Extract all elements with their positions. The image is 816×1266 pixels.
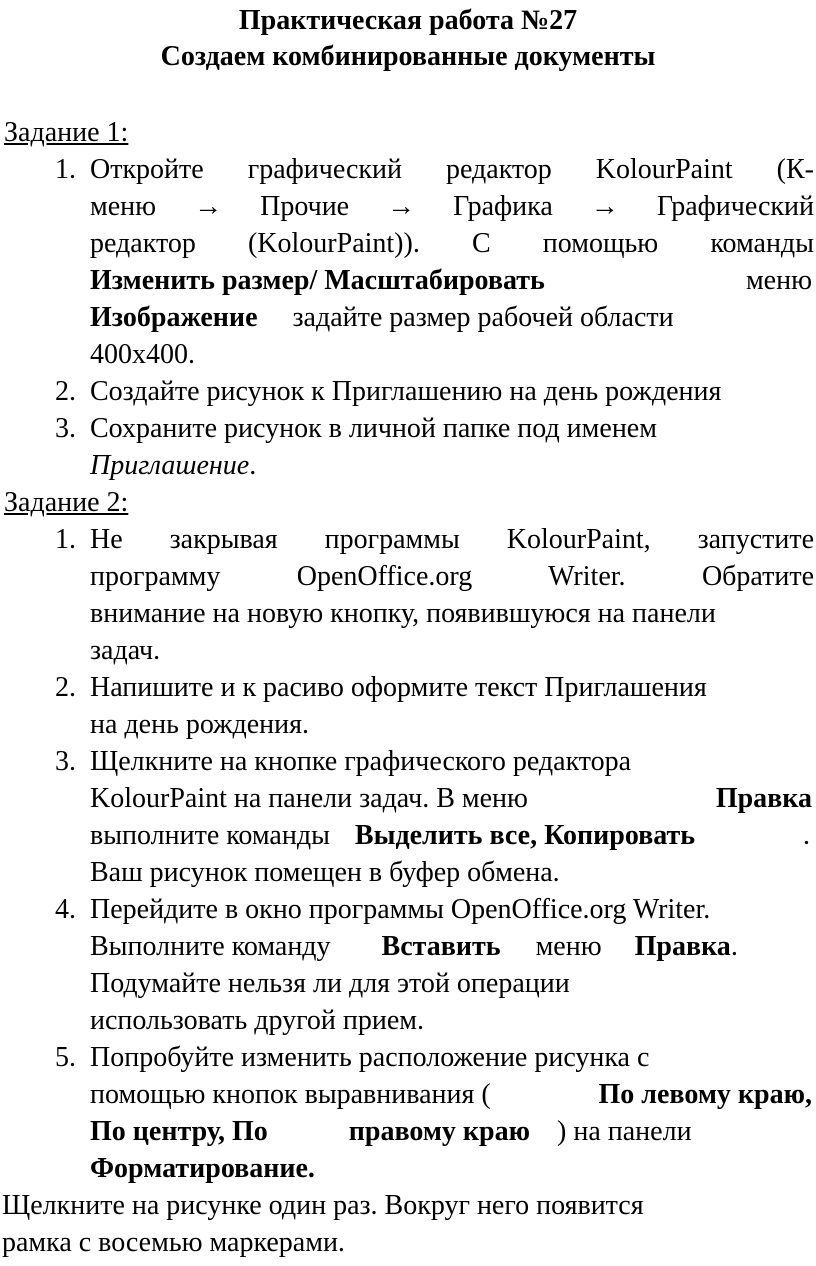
- task2-item3-line4: Ваш рисунок помещен в буфер обмена.: [90, 857, 560, 888]
- task2-item4-line1: Перейдите в окно программы OpenOffice.org Writer.: [90, 894, 711, 925]
- task2-item2-line2: на день рождения.: [90, 709, 310, 740]
- task2-item1-line1: Не закрывая программы KolourPaint, запустите: [90, 524, 814, 555]
- command-paste: Вставить: [381, 931, 501, 962]
- align-center-label: По центру, По: [90, 1116, 268, 1147]
- footer-line2: рамка с восемью маркерами.: [2, 1227, 345, 1258]
- task2-item3-line3: выполните команды Выделить все, Копировать .: [90, 820, 810, 851]
- task2-item5-line2: помощью кнопок выравнивания ( По левому краю,: [90, 1077, 814, 1113]
- task2-item5-number: 5.: [55, 1042, 76, 1073]
- task2-item2-number: 2.: [55, 672, 76, 703]
- task2-item5-line1: Попробуйте изменить расположение рисунка с: [90, 1042, 650, 1073]
- task1-item1-line1: Откройте графический редактор KolourPaint (К-: [90, 154, 814, 185]
- menu-image: Изображение: [90, 302, 258, 333]
- formatting-panel-label: Форматирование.: [90, 1153, 315, 1184]
- task1-item3-number: 3.: [55, 413, 76, 444]
- task2-item3-line2: KolourPaint на панели задач. В меню Правка: [90, 781, 814, 817]
- task1-item1-line4: [90, 263, 814, 299]
- task2-item4-line2: Выполните команду Вставить меню Правка.: [90, 931, 738, 962]
- task1-item3-line1: Сохраните рисунок в личной папке под именем: [90, 413, 657, 444]
- menu-edit: Правка: [715, 783, 812, 814]
- align-right-label: правому краю: [348, 1116, 531, 1147]
- task1-item2-number: 2.: [55, 376, 76, 407]
- task2-item1-line3: внимание на новую кнопку, появившуюся на панели: [90, 598, 716, 629]
- task2-item5-line4: [90, 1151, 814, 1187]
- task2-heading: Задание 2:: [4, 487, 129, 518]
- filename-italic: Приглашение: [90, 450, 250, 481]
- task2-item1-line4: задач.: [90, 635, 161, 666]
- footer-line1: Щелкните на рисунке один раз. Вокруг него появится: [2, 1190, 644, 1221]
- page-title: Практическая работа №27: [238, 5, 578, 36]
- task1-item1-number: 1.: [55, 154, 76, 185]
- task2-item4-line3: Подумайте нельзя ли для этой операции: [90, 968, 570, 999]
- command-select-copy: Выделить все, Копировать: [354, 820, 696, 851]
- task1-item1-line6: 400х400.: [90, 339, 195, 370]
- task2-item2-line1: Напишите и к расиво оформите текст Приглашения: [90, 672, 707, 703]
- menu-edit-2: Правка: [634, 931, 731, 962]
- task1-item1-line2: меню → Прочие → Графика → Графический: [90, 191, 814, 222]
- task2-item4-line4: использовать другой прием.: [90, 1005, 424, 1036]
- task2-item3-number: 3.: [55, 746, 76, 777]
- task2-item4-number: 4.: [55, 894, 76, 925]
- task2-item3-line1: Щелкните на кнопке графического редактора: [90, 746, 632, 777]
- task2-item1-number: 1.: [55, 524, 76, 555]
- task2-item1-line2: программу OpenOffice.org Writer. Обратите: [90, 561, 814, 592]
- task1-item1-line3: редактор (KolourPaint)). С помощью команды: [90, 228, 814, 259]
- task1-item1-line5: Изображение задайте размер рабочей области: [90, 302, 674, 333]
- align-left-label: По левому краю,: [598, 1079, 812, 1110]
- menu-word: меню: [745, 265, 812, 296]
- task1-item2-line1: Создайте рисунок к Приглашению на день рождения: [90, 376, 722, 407]
- task2-item5-line3: По центру, По правому краю ) на панели: [90, 1116, 692, 1147]
- page-subtitle: Создаем комбинированные документы: [160, 41, 656, 72]
- command-resize: Изменить размер/ Масштабировать: [90, 265, 545, 296]
- task1-item3-line2: Приглашение.: [90, 450, 257, 481]
- task1-heading: Задание 1:: [4, 117, 129, 148]
